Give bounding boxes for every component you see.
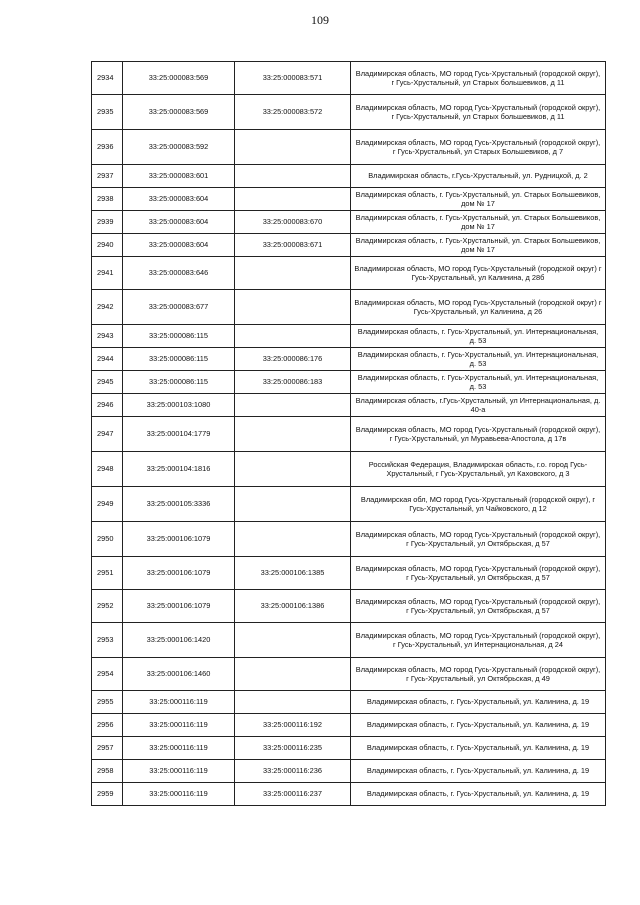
row-number-cell: 2950 xyxy=(92,522,123,557)
cadastral-number-cell: 33:25:000104:1816 xyxy=(123,452,235,487)
cadastral-number-cell: 33:25:000106:1079 xyxy=(123,522,235,557)
cadastral-number-cell: 33:25:000116:119 xyxy=(123,783,235,806)
table-row xyxy=(92,691,606,714)
related-cadastral-number-cell xyxy=(235,394,351,417)
row-number-cell: 2956 xyxy=(92,714,123,737)
cadastral-number-cell: 33:25:000106:1420 xyxy=(123,623,235,658)
row-number-cell: 2954 xyxy=(92,658,123,691)
table-row xyxy=(92,623,606,658)
table-row xyxy=(92,211,606,234)
table-row xyxy=(92,165,606,188)
cadastral-number-cell: 33:25:000106:1079 xyxy=(123,590,235,623)
cadastral-number-cell: 33:25:000103:1080 xyxy=(123,394,235,417)
page-number: 109 xyxy=(311,13,329,27)
table-row xyxy=(92,394,606,417)
row-number-cell: 2949 xyxy=(92,487,123,522)
row-number-cell: 2936 xyxy=(92,130,123,165)
row-number-cell: 2958 xyxy=(92,760,123,783)
address-cell: Владимирская область, г. Гусь-Хрустальный, ул. Интернациональная, д. 53 xyxy=(351,348,606,371)
cadastral-number-cell: 33:25:000116:119 xyxy=(123,737,235,760)
address-cell: Владимирская область, г. Гусь-Хрустальный, ул. Калинина, д. 19 xyxy=(351,760,606,783)
address-cell: Владимирская область, МО город Гусь-Хрустальный (городской округ) г Гусь-Хрустальный, ул Калинина, д 26 xyxy=(351,290,606,325)
related-cadastral-number-cell xyxy=(235,130,351,165)
table-row xyxy=(92,760,606,783)
row-number-cell: 2955 xyxy=(92,691,123,714)
row-number-cell: 2940 xyxy=(92,234,123,257)
cadastral-number-cell: 33:25:000104:1779 xyxy=(123,417,235,452)
related-cadastral-number-cell: 33:25:000083:572 xyxy=(235,95,351,130)
row-number-cell: 2959 xyxy=(92,783,123,806)
table-row xyxy=(92,257,606,290)
table-row xyxy=(92,371,606,394)
table-row xyxy=(92,417,606,452)
table-row xyxy=(92,290,606,325)
address-cell: Владимирская область, МО город Гусь-Хрустальный (городской округ), г Гусь-Хрустальный, ул Муравьева-Апостола, д 17в xyxy=(351,417,606,452)
table-row xyxy=(92,658,606,691)
cadastral-number-cell: 33:25:000083:646 xyxy=(123,257,235,290)
address-cell: Владимирская область, МО город Гусь-Хрустальный (городской округ), г Гусь-Хрустальный, ул Старых Большевиков, д 7 xyxy=(351,130,606,165)
cadastral-number-cell: 33:25:000083:604 xyxy=(123,234,235,257)
address-cell: Владимирская область, МО город Гусь-Хрустальный (городской округ), г Гусь-Хрустальный, ул Интернациональная, д 24 xyxy=(351,623,606,658)
related-cadastral-number-cell xyxy=(235,290,351,325)
row-number-cell: 2953 xyxy=(92,623,123,658)
address-cell: Владимирская область, г. Гусь-Хрустальный, ул. Старых Большевиков, дом № 17 xyxy=(351,234,606,257)
address-cell: Владимирская область, г. Гусь-Хрустальный, ул. Старых Большевиков, дом № 17 xyxy=(351,188,606,211)
related-cadastral-number-cell: 33:25:000116:192 xyxy=(235,714,351,737)
related-cadastral-number-cell xyxy=(235,522,351,557)
related-cadastral-number-cell: 33:25:000106:1386 xyxy=(235,590,351,623)
address-cell: Владимирская область, МО город Гусь-Хрустальный (городской округ), г Гусь-Хрустальный, ул Октябрьская, д 49 xyxy=(351,658,606,691)
table-row xyxy=(92,325,606,348)
table-row xyxy=(92,590,606,623)
address-cell: Владимирская область, г. Гусь-Хрустальный, ул. Калинина, д. 19 xyxy=(351,737,606,760)
cadastral-number-cell: 33:25:000083:604 xyxy=(123,211,235,234)
related-cadastral-number-cell: 33:25:000086:183 xyxy=(235,371,351,394)
related-cadastral-number-cell: 33:25:000083:670 xyxy=(235,211,351,234)
row-number-cell: 2946 xyxy=(92,394,123,417)
address-cell: Российская Федерация, Владимирская область, г.о. город Гусь-Хрустальный, г Гусь-Хрустальный, ул Каховского, д 3 xyxy=(351,452,606,487)
cadastral-number-cell: 33:25:000083:601 xyxy=(123,165,235,188)
related-cadastral-number-cell: 33:25:000116:235 xyxy=(235,737,351,760)
related-cadastral-number-cell: 33:25:000083:571 xyxy=(235,62,351,95)
row-number-cell: 2945 xyxy=(92,371,123,394)
table-row xyxy=(92,487,606,522)
related-cadastral-number-cell: 33:25:000106:1385 xyxy=(235,557,351,590)
related-cadastral-number-cell xyxy=(235,658,351,691)
related-cadastral-number-cell xyxy=(235,487,351,522)
table-row xyxy=(92,714,606,737)
row-number-cell: 2947 xyxy=(92,417,123,452)
address-cell: Владимирская область, г. Гусь-Хрустальный, ул. Интернациональная, д. 53 xyxy=(351,371,606,394)
address-cell: Владимирская область, г. Гусь-Хрустальный, ул. Калинина, д. 19 xyxy=(351,691,606,714)
table-row xyxy=(92,348,606,371)
table-row xyxy=(92,783,606,806)
parcel-table xyxy=(91,61,606,806)
row-number-cell: 2952 xyxy=(92,590,123,623)
related-cadastral-number-cell: 33:25:000086:176 xyxy=(235,348,351,371)
row-number-cell: 2943 xyxy=(92,325,123,348)
related-cadastral-number-cell xyxy=(235,623,351,658)
address-cell: Владимирская область, г.Гусь-Хрустальный, ул. Рудницкой, д. 2 xyxy=(351,165,606,188)
table-row xyxy=(92,95,606,130)
table-row xyxy=(92,737,606,760)
cadastral-number-cell: 33:25:000083:604 xyxy=(123,188,235,211)
cadastral-number-cell: 33:25:000105:3336 xyxy=(123,487,235,522)
cadastral-number-cell: 33:25:000083:592 xyxy=(123,130,235,165)
row-number-cell: 2939 xyxy=(92,211,123,234)
table-row xyxy=(92,188,606,211)
cadastral-number-cell: 33:25:000116:119 xyxy=(123,691,235,714)
related-cadastral-number-cell: 33:25:000083:671 xyxy=(235,234,351,257)
address-cell: Владимирская область, МО город Гусь-Хрустальный (городской округ) г Гусь-Хрустальный, ул Калинина, д 28б xyxy=(351,257,606,290)
table-row xyxy=(92,557,606,590)
table-row xyxy=(92,62,606,95)
cadastral-number-cell: 33:25:000086:115 xyxy=(123,348,235,371)
row-number-cell: 2934 xyxy=(92,62,123,95)
related-cadastral-number-cell xyxy=(235,417,351,452)
address-cell: Владимирская область, МО город Гусь-Хрустальный (городской округ), г Гусь-Хрустальный, ул Октябрьская, д 57 xyxy=(351,590,606,623)
row-number-cell: 2938 xyxy=(92,188,123,211)
cadastral-number-cell: 33:25:000083:569 xyxy=(123,62,235,95)
cadastral-number-cell: 33:25:000086:115 xyxy=(123,325,235,348)
parcel-table-body xyxy=(92,62,606,806)
cadastral-number-cell: 33:25:000083:569 xyxy=(123,95,235,130)
related-cadastral-number-cell xyxy=(235,257,351,290)
related-cadastral-number-cell xyxy=(235,188,351,211)
related-cadastral-number-cell: 33:25:000116:236 xyxy=(235,760,351,783)
cadastral-number-cell: 33:25:000106:1460 xyxy=(123,658,235,691)
address-cell: Владимирская обл, МО город Гусь-Хрустальный (городской округ), г Гусь-Хрустальный, ул Чайковского, д 12 xyxy=(351,487,606,522)
row-number-cell: 2944 xyxy=(92,348,123,371)
cadastral-number-cell: 33:25:000116:119 xyxy=(123,760,235,783)
row-number-cell: 2951 xyxy=(92,557,123,590)
cadastral-number-cell: 33:25:000083:677 xyxy=(123,290,235,325)
related-cadastral-number-cell xyxy=(235,165,351,188)
row-number-cell: 2942 xyxy=(92,290,123,325)
address-cell: Владимирская область, г. Гусь-Хрустальный, ул. Старых Большевиков, дом № 17 xyxy=(351,211,606,234)
row-number-cell: 2935 xyxy=(92,95,123,130)
address-cell: Владимирская область, г. Гусь-Хрустальный, ул. Калинина, д. 19 xyxy=(351,783,606,806)
related-cadastral-number-cell xyxy=(235,325,351,348)
row-number-cell: 2948 xyxy=(92,452,123,487)
table-row xyxy=(92,522,606,557)
address-cell: Владимирская область, МО город Гусь-Хрустальный (городской округ), г Гусь-Хрустальный, ул Старых большевиков, д 11 xyxy=(351,62,606,95)
address-cell: Владимирская область, г.Гусь-Хрустальный, ул Интернациональная, д. 40-а xyxy=(351,394,606,417)
cadastral-number-cell: 33:25:000086:115 xyxy=(123,371,235,394)
cadastral-number-cell: 33:25:000106:1079 xyxy=(123,557,235,590)
row-number-cell: 2937 xyxy=(92,165,123,188)
address-cell: Владимирская область, г. Гусь-Хрустальный, ул. Интернациональная, д. 53 xyxy=(351,325,606,348)
cadastral-number-cell: 33:25:000116:119 xyxy=(123,714,235,737)
address-cell: Владимирская область, МО город Гусь-Хрустальный (городской округ), г Гусь-Хрустальный, ул Старых большевиков, д 11 xyxy=(351,95,606,130)
related-cadastral-number-cell xyxy=(235,691,351,714)
table-row xyxy=(92,234,606,257)
related-cadastral-number-cell xyxy=(235,452,351,487)
table-row xyxy=(92,452,606,487)
address-cell: Владимирская область, г. Гусь-Хрустальный, ул. Калинина, д. 19 xyxy=(351,714,606,737)
address-cell: Владимирская область, МО город Гусь-Хрустальный (городской округ), г Гусь-Хрустальный, ул Октябрьская, д 57 xyxy=(351,522,606,557)
related-cadastral-number-cell: 33:25:000116:237 xyxy=(235,783,351,806)
row-number-cell: 2941 xyxy=(92,257,123,290)
row-number-cell: 2957 xyxy=(92,737,123,760)
address-cell: Владимирская область, МО город Гусь-Хрустальный (городской округ), г Гусь-Хрустальный, ул Октябрьская, д 57 xyxy=(351,557,606,590)
table-row xyxy=(92,130,606,165)
